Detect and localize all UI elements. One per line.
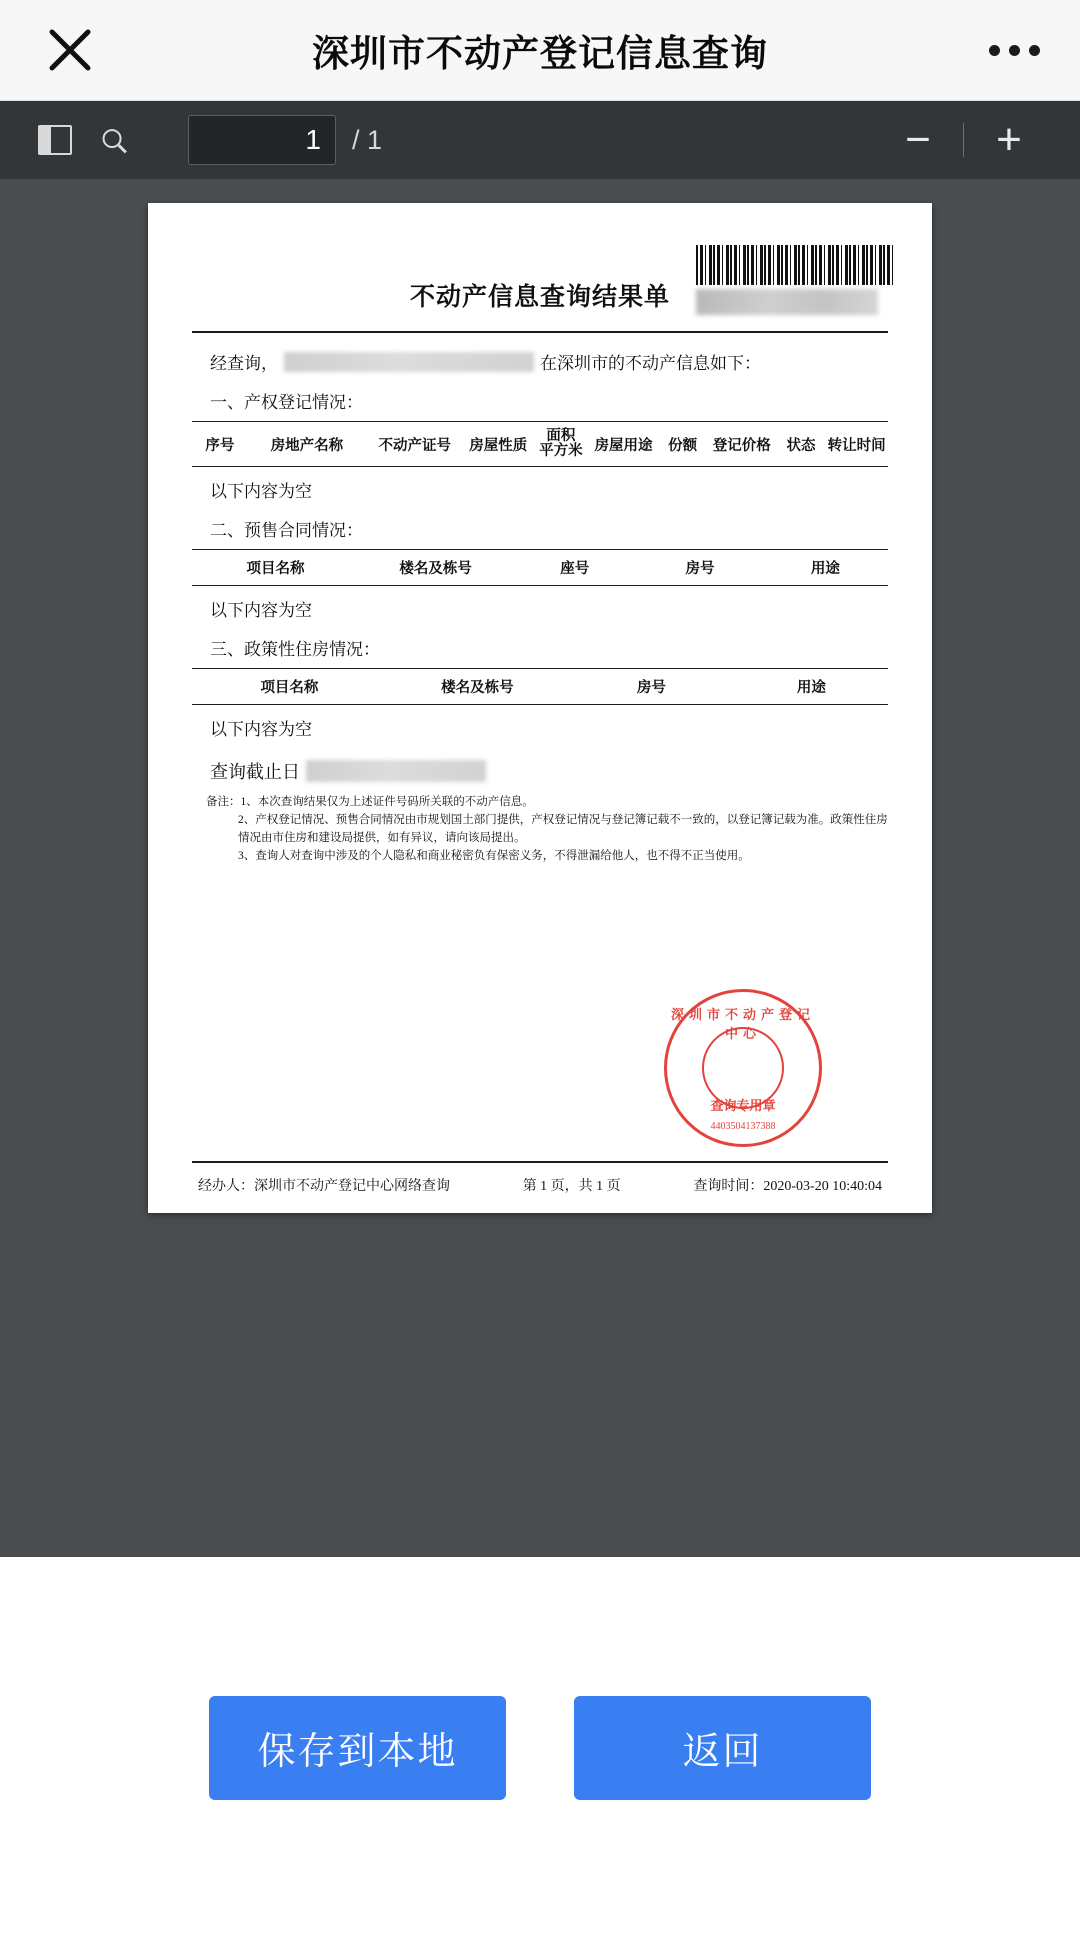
page-number-input[interactable]: 1 [188, 115, 336, 165]
more-options-icon [1009, 45, 1020, 56]
footer-pagination: 第 1 页，共 1 页 [522, 1179, 621, 1194]
pdf-toolbar [0, 101, 1080, 179]
column-header: 份额 [658, 422, 707, 467]
column-header: 房屋用途 [589, 422, 659, 467]
section-2-empty-note: 以下内容为空 [210, 601, 312, 621]
cutoff-date-line [210, 758, 888, 784]
sidebar-toggle-button[interactable] [24, 112, 86, 168]
back-button[interactable]: 返回 [574, 1696, 871, 1800]
column-header: 座号 [512, 550, 637, 586]
barcode-bars [696, 245, 896, 285]
table-header-row [192, 669, 888, 705]
intro-line [210, 349, 888, 374]
column-header: 房屋性质 [463, 422, 533, 467]
footer-query-time: 查询时间：2020-03-20 10:40:04 [693, 1179, 882, 1194]
section-3-empty-note: 以下内容为空 [210, 720, 312, 740]
policy-housing-table [192, 668, 888, 705]
column-header: 项目名称 [192, 550, 359, 586]
redacted-barcode-number [696, 289, 878, 315]
top-navigation-bar [0, 0, 1080, 101]
column-header: 项目名称 [192, 669, 387, 705]
column-header: 楼名及栋号 [387, 669, 568, 705]
intro-prefix: 经查询， [210, 354, 278, 373]
more-options-icon [1029, 45, 1040, 56]
redacted-cutoff-date [306, 760, 486, 782]
remarks-label: 备注： [206, 796, 241, 809]
document-header [192, 237, 888, 323]
close-button[interactable] [25, 27, 115, 73]
column-header: 房地产名称 [248, 422, 366, 467]
close-icon [47, 27, 93, 73]
search-icon [96, 119, 138, 161]
presale-contract-table [192, 549, 888, 586]
toolbar-divider [963, 123, 964, 157]
column-header: 房号 [568, 669, 735, 705]
section-1-empty-note: 以下内容为空 [210, 482, 312, 502]
column-header: 登记价格 [707, 422, 777, 467]
save-to-local-button[interactable]: 保存到本地 [209, 1696, 506, 1800]
column-header: 序号 [192, 422, 248, 467]
remark-item: 2、产权登记情况、预售合同情况由市规划国土部门提供，产权登记情况与登记簿记载不一致的，以登记簿记载为准。政策性住房情况由市住房和建设局提供，如有异议，请向该局提出。 [238, 814, 888, 845]
intro-suffix: 在深圳市的不动产信息如下： [540, 354, 761, 373]
title-divider [192, 331, 888, 333]
sidebar-toggle-icon [38, 125, 72, 155]
table-header-row [192, 422, 888, 467]
column-header: 用途 [763, 550, 888, 586]
seal-top-text: 深圳市不动产登记中心 [670, 1007, 815, 1041]
page-total-label: / 1 [352, 124, 383, 155]
redacted-name [284, 352, 534, 372]
zoom-controls [887, 115, 1040, 164]
more-options-icon [989, 45, 1000, 56]
column-header: 楼名及栋号 [359, 550, 512, 586]
official-seal [664, 989, 822, 1147]
column-header: 状态 [777, 422, 826, 467]
zoom-in-button[interactable]: + [996, 115, 1022, 164]
column-header: 转让时间 [825, 422, 888, 467]
document-footer [198, 1175, 882, 1195]
barcode [696, 245, 896, 315]
search-button[interactable] [86, 112, 148, 168]
column-header-area-line2: 平方米 [539, 443, 583, 460]
footer-operator: 经办人：深圳市不动产登记中心网络查询 [198, 1179, 450, 1194]
action-bar [0, 1557, 1080, 1938]
pdf-viewer[interactable] [0, 179, 1080, 1558]
footer-divider [192, 1161, 888, 1163]
column-header: 用途 [735, 669, 888, 705]
remark-item: 3、查询人对查询中涉及的个人隐私和商业秘密负有保密义务，不得泄漏给他人，也不得不正当使用。 [238, 849, 750, 862]
column-header-area [533, 422, 589, 467]
column-header-area-line1: 面积 [546, 428, 576, 444]
table-header-row [192, 550, 888, 586]
more-options-button[interactable] [989, 45, 1040, 56]
seal-number: 4403504137388 [710, 1121, 776, 1132]
column-header: 不动产证号 [366, 422, 463, 467]
pdf-page [148, 203, 932, 1213]
section-1-heading: 一、产权登记情况： [210, 393, 363, 412]
document-title: 不动产信息查询结果单 [409, 284, 670, 311]
remarks-block [206, 794, 888, 865]
cutoff-date-label: 查询截止日 [210, 762, 300, 783]
section-2-heading: 二、预售合同情况： [210, 521, 363, 541]
zoom-out-button[interactable]: − [905, 115, 931, 164]
seal-bottom-text: 查询专用章 [710, 1098, 776, 1113]
column-header: 房号 [637, 550, 762, 586]
remark-item: 1、本次查询结果仅为上述证件号码所关联的不动产信息。 [240, 796, 534, 809]
ownership-table [192, 421, 888, 467]
section-3-heading: 三、政策性住房情况： [210, 640, 380, 660]
page-title: 深圳市不动产登记信息查询 [312, 33, 768, 74]
